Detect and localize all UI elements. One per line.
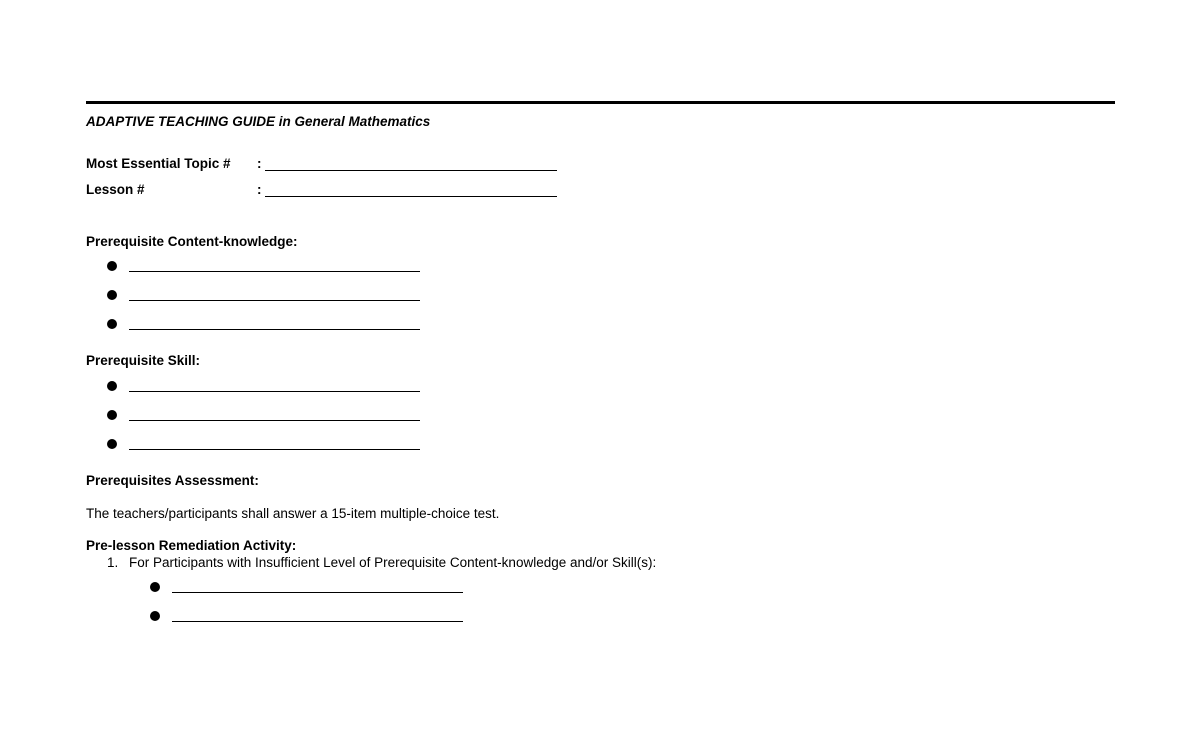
skill-blank-3[interactable] (129, 449, 420, 450)
bullet-icon (107, 439, 117, 449)
remediation-heading: Pre-lesson Remediation Activity: (86, 538, 297, 553)
content-knowledge-heading: Prerequisite Content-knowledge: (86, 234, 298, 249)
header-rule (86, 101, 1115, 104)
assessment-text: The teachers/participants shall answer a 15-item multiple-choice test. (86, 506, 500, 521)
lesson-blank[interactable] (265, 196, 557, 197)
remediation-blank-2[interactable] (172, 621, 463, 622)
bullet-icon (150, 611, 160, 621)
remediation-blank-1[interactable] (172, 592, 463, 593)
lesson-colon: : (257, 182, 262, 197)
content-knowledge-blank-2[interactable] (129, 300, 420, 301)
topic-blank[interactable] (265, 170, 557, 171)
bullet-icon (107, 381, 117, 391)
document-title: ADAPTIVE TEACHING GUIDE in General Mathematics (86, 114, 431, 129)
bullet-icon (107, 410, 117, 420)
skill-heading: Prerequisite Skill: (86, 353, 201, 368)
topic-colon: : (257, 156, 262, 171)
remediation-item-number: 1. (107, 555, 119, 570)
bullet-icon (150, 582, 160, 592)
bullet-icon (107, 261, 117, 271)
bullet-icon (107, 319, 117, 329)
skill-blank-1[interactable] (129, 391, 420, 392)
content-knowledge-blank-1[interactable] (129, 271, 420, 272)
remediation-item-text: For Participants with Insufficient Level of Prerequisite Content-knowledge and/or Skill(s): (129, 555, 657, 570)
assessment-heading: Prerequisites Assessment: (86, 473, 259, 488)
lesson-label: Lesson # (86, 182, 145, 197)
skill-blank-2[interactable] (129, 420, 420, 421)
bullet-icon (107, 290, 117, 300)
topic-label: Most Essential Topic # (86, 156, 231, 171)
content-knowledge-blank-3[interactable] (129, 329, 420, 330)
